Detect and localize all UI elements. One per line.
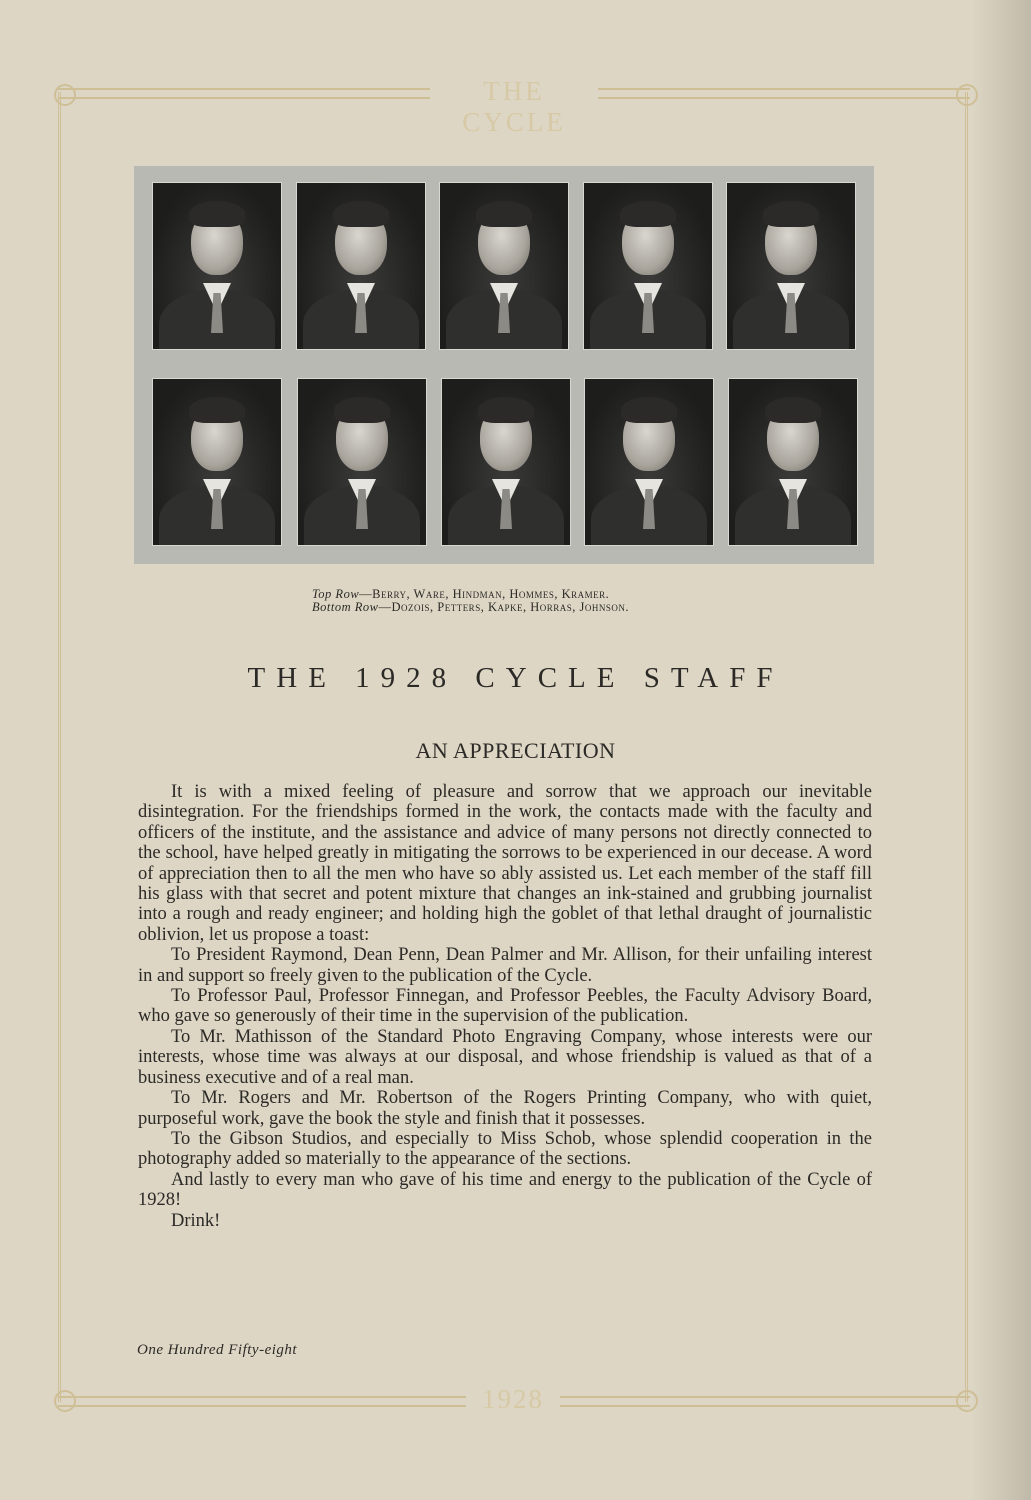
caption-top-names: Berry, Ware, Hindman, Hommes, Kramer. [372, 587, 610, 601]
portrait-dozois [152, 378, 282, 546]
paragraph: To Mr. Rogers and Mr. Robertson of the Rogers Printing Company, who with quiet, purposeful work, gave the book the style and finish that it possesses. [138, 1088, 872, 1129]
frame-top-rule-left [58, 88, 430, 99]
portrait-petters [297, 378, 427, 546]
portrait-johnson [728, 378, 858, 546]
caption-bottom-label: Bottom Row [312, 600, 379, 614]
paragraph: And lastly to every man who gave of his time and energy to the publication of the Cycle of 1928! [138, 1169, 872, 1211]
paragraph: To Professor Paul, Professor Finnegan, and Professor Peebles, the Faculty Advisory Board, who gave so generously of their time in the supervision of the publication. [138, 986, 872, 1027]
frame-top-rule-right [598, 88, 970, 99]
paragraph: To the Gibson Studios, and especially to Miss Schob, whose splendid cooperation in the photography added so materially to the appearance of the sections. [138, 1128, 872, 1170]
page-number: One Hundred Fifty-eight [137, 1342, 298, 1358]
caption-bottom-row: Bottom Row—Dozois, Petters, Kapke, Horras, Johnson. [312, 600, 630, 614]
paragraph: To President Raymond, Dean Penn, Dean Palmer and Mr. Allison, for their unfailing interest in and support so freely given to the publication of the Cycle. [138, 945, 872, 986]
page-title: THE 1928 CYCLE STAFF [247, 662, 784, 694]
page-subtitle: AN APPRECIATION [415, 738, 616, 763]
running-footer-year: 1928 [482, 1384, 544, 1414]
photo-caption [312, 588, 732, 614]
frame-bottom-rule-left [58, 1396, 466, 1407]
frame-corner-ornament [956, 1390, 978, 1412]
running-header: THE CYCLE [462, 76, 566, 137]
frame-corner-ornament [54, 1390, 76, 1412]
portrait-kramer [726, 182, 856, 350]
caption-bottom-names: Dozois, Petters, Kapke, Horras, Johnson. [391, 600, 630, 614]
caption-top-row: Top Row—Berry, Ware, Hindman, Hommes, Kramer. [312, 587, 610, 601]
frame-bottom-rule-right [560, 1396, 970, 1407]
paragraph: Drink! [171, 1210, 221, 1231]
portrait-ware [296, 182, 426, 350]
staff-photo-panel [134, 166, 874, 564]
portrait-kapke [441, 378, 571, 546]
portrait-hommes [583, 182, 713, 350]
frame-corner-ornament [956, 84, 978, 106]
appreciation-text [138, 782, 872, 1231]
portrait-horras [584, 378, 714, 546]
caption-top-label: Top Row [312, 587, 360, 601]
portrait-berry [152, 182, 282, 350]
frame-corner-ornament [54, 84, 76, 106]
portrait-hindman [439, 182, 569, 350]
paragraph: To Mr. Mathisson of the Standard Photo Engraving Company, whose interests were our interests, whose time was always at our disposal, and whose friendship is valued as that of a business executive and of a real man. [138, 1026, 872, 1088]
paragraph: It is with a mixed feeling of pleasure and sorrow that we approach our inevitable disintegration. For the friendships formed in the work, the contacts made with the faculty and officers of the institute, and the assistance and advice of many persons not directly connected to the school, have helped greatly in mitigating the sorrows to be experienced in our decease. A word of appreciation then to all the men who have so ably assisted us. Let each member of the staff fill his glass with that secret and potent mixture that changes an ink-stained and grubbing journalist into a rough and ready engineer; and holding high the goblet of that lethal draught of journalistic oblivion, let us propose a toast: [138, 782, 872, 945]
